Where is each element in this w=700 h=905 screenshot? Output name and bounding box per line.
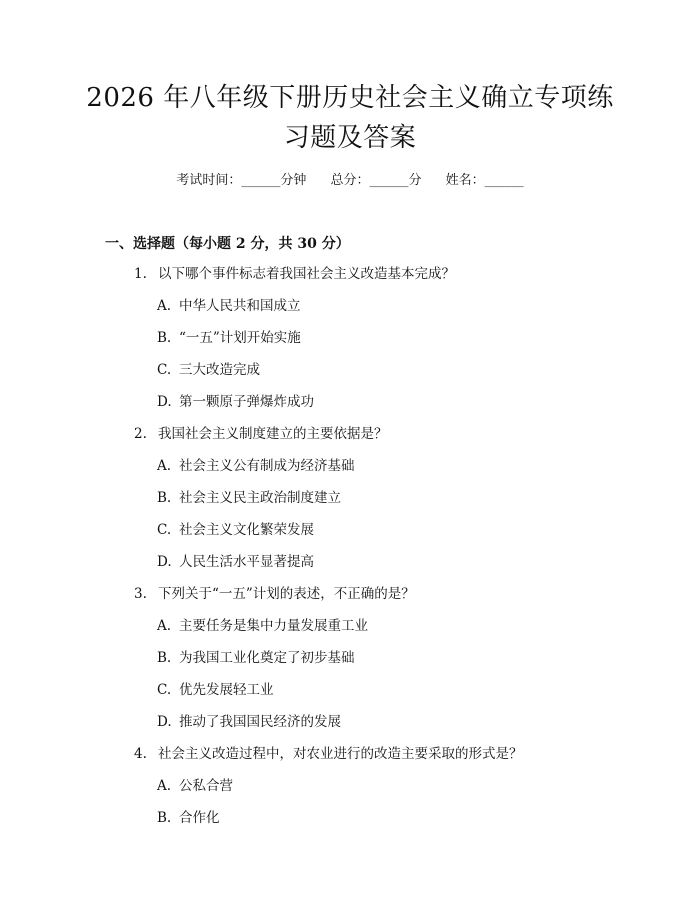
option-text: 推动了我国国民经济的发展 [179,714,341,730]
exam-info-line [0,169,700,188]
question-2 [134,422,388,442]
question-3-option-c [157,678,274,698]
option-letter: C. [157,522,172,538]
total-score-field: 总分：______分 [330,173,422,188]
question-1-option-a [157,294,301,314]
option-text: 三大改造完成 [179,362,260,378]
option-text: 社会主义公有制成为经济基础 [179,458,355,474]
question-text: 社会主义改造过程中，对农业进行的改造主要采取的形式是？ [158,746,523,762]
exam-time-field: 考试时间：______分钟 [176,173,307,188]
option-letter: A. [157,298,172,314]
option-letter: D. [157,714,172,730]
option-text: 公私合营 [179,778,233,794]
option-text: 优先发展轻工业 [179,682,274,698]
question-4-option-b [157,806,220,826]
question-2-option-d [157,550,314,570]
question-2-option-c [157,518,314,538]
option-letter: B. [157,650,172,666]
page-title-line-1: 2026 年八年级下册历史社会主义确立专项练 [86,83,614,113]
option-text: 为我国工业化奠定了初步基础 [179,650,355,666]
option-text: 中华人民共和国成立 [179,298,301,314]
option-text: 主要任务是集中力量发展重工业 [179,618,368,634]
question-number: 3. [134,586,147,602]
question-number: 1. [134,266,147,282]
option-letter: A. [157,618,172,634]
option-letter: A. [157,458,172,474]
option-letter: C. [157,362,172,378]
option-letter: C. [157,682,172,698]
section-heading-multiple-choice: 一、选择题（每小题 2 分，共 30 分） [105,236,350,252]
page-title-line-2: 习题及答案 [283,123,417,153]
option-text: 社会主义文化繁荣发展 [179,522,314,538]
option-text: “一五”计划开始实施 [179,330,301,346]
option-text: 合作化 [179,810,220,826]
question-4-option-a [157,774,233,794]
option-letter: D. [157,554,172,570]
question-2-option-a [157,454,355,474]
option-letter: B. [157,490,172,506]
question-3-option-d [157,710,341,730]
question-2-option-b [157,486,341,506]
question-number: 4. [134,746,147,762]
option-letter: A. [157,778,172,794]
option-letter: B. [157,810,172,826]
question-text: 我国社会主义制度建立的主要依据是？ [158,426,388,442]
question-3-option-a [157,614,368,634]
option-text: 第一颗原子弹爆炸成功 [179,394,314,410]
student-name-field: 姓名：______ [445,173,524,188]
question-3-option-b [157,646,355,666]
question-4 [134,742,523,762]
question-1-option-d [157,390,314,410]
option-text: 人民生活水平显著提高 [179,554,314,570]
option-letter: D. [157,394,172,410]
question-1-option-c [157,358,260,378]
question-1 [134,262,455,282]
question-text: 以下哪个事件标志着我国社会主义改造基本完成？ [158,266,455,282]
option-text: 社会主义民主政治制度建立 [179,490,341,506]
question-text: 下列关于“一五”计划的表述，不正确的是？ [158,586,415,602]
question-1-option-b [157,326,301,346]
question-3 [134,582,415,602]
question-number: 2. [134,426,147,442]
option-letter: B. [157,330,172,346]
